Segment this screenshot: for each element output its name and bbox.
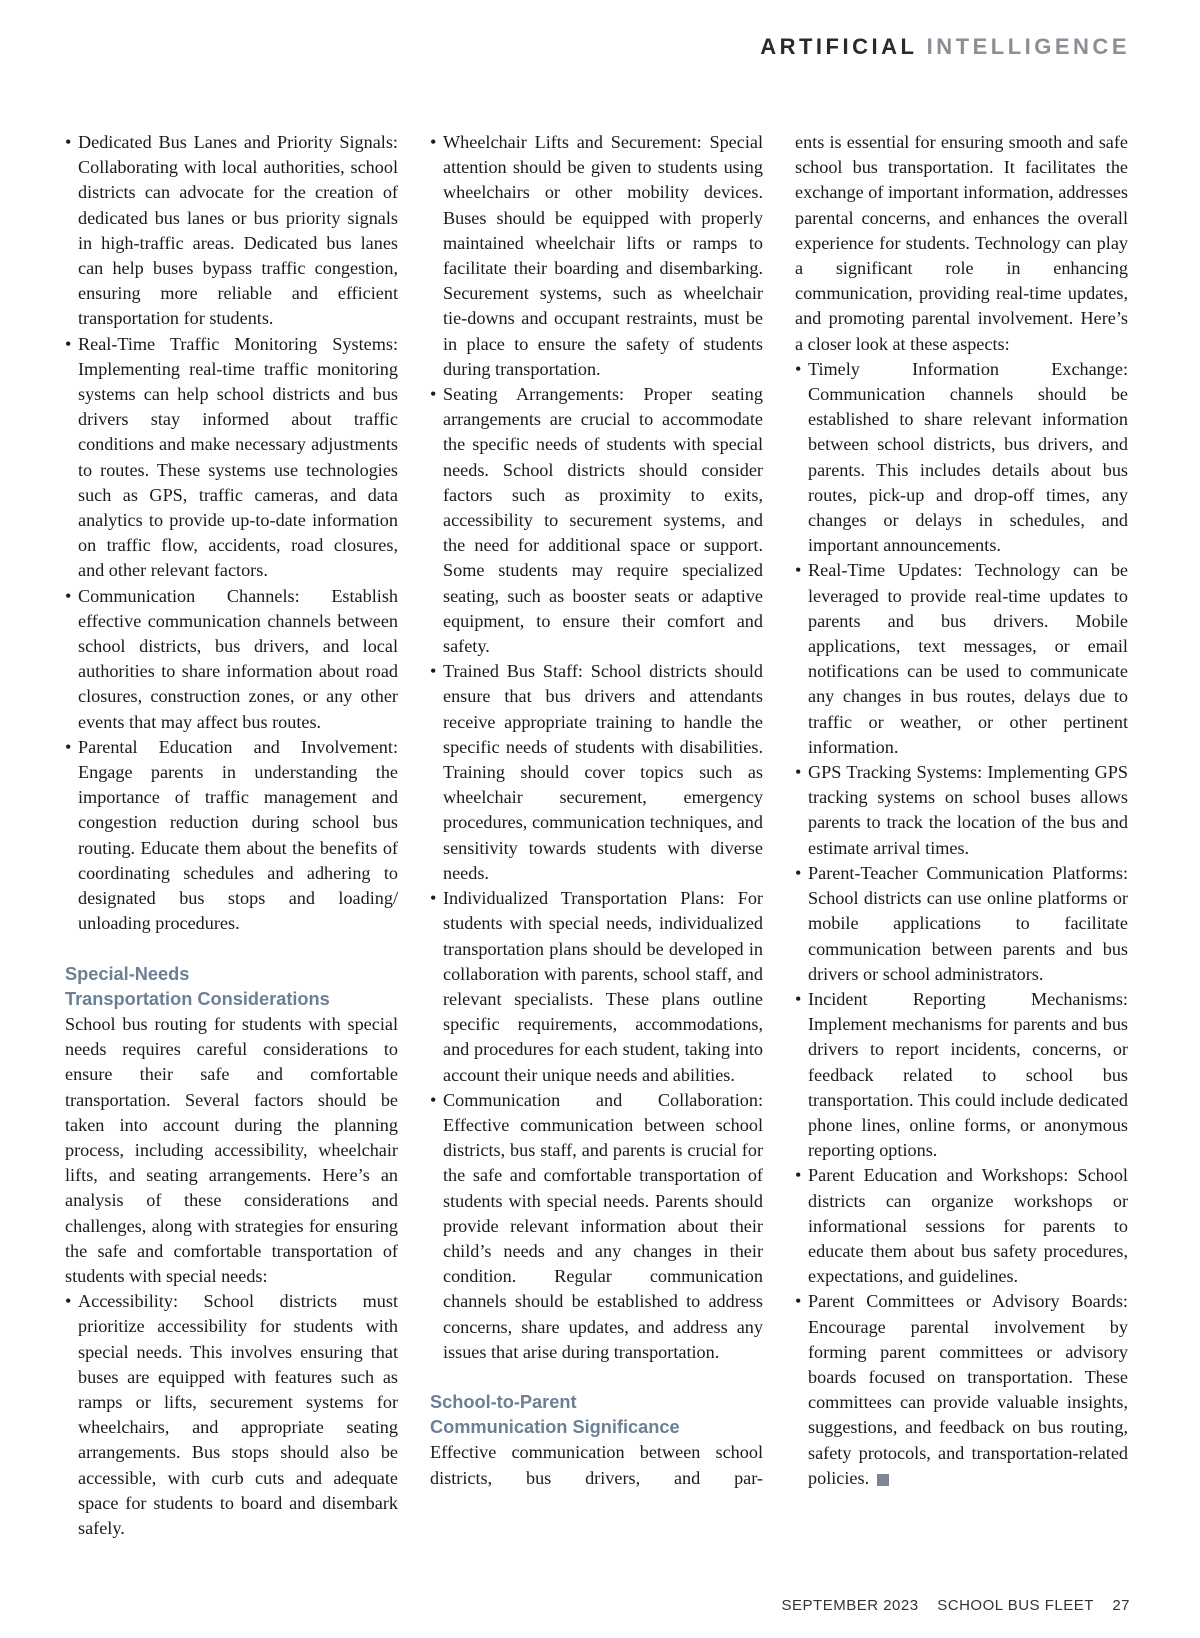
footer-date: SEPTEMBER 2023 (781, 1597, 919, 1614)
list-item: • Trained Bus Staff: School districts should ensure that bus drivers and attendants receive appropriate training to handle the specific needs of students with disabilities. Training should cover topics such as wheelchair securement, emergency procedures, communication techniques, and sensitivity towards students with diverse needs. (430, 659, 763, 886)
end-of-article-mark-icon (877, 1474, 889, 1486)
subhead-line: School-to-Parent (430, 1391, 577, 1412)
special-needs-bullet-list (65, 1289, 398, 1541)
list-item: • Parent Education and Workshops: School districts can organize workshops or informational sessions for parents to educate them about bus safety procedures, expectations, and guidelines. (795, 1163, 1128, 1289)
footer-magazine: SCHOOL BUS FLEET (937, 1597, 1094, 1614)
list-item: • Wheelchair Lifts and Securement: Special attention should be given to students using wheelchairs or other mobility devices. Buses should be equipped with properly maintained wheelchair lifts or ramps to facilitate their boarding and disembarking. Securement systems, such as wheelchair tie-downs and occupant restraints, must be in place to ensure the safety of students during transportation. (430, 130, 763, 382)
list-item: • Incident Reporting Mechanisms: Implement mechanisms for parents and bus drivers to report incidents, concerns, or feedback related to school bus transportation. This could include dedicated phone lines, online forms, or anonymous reporting options. (795, 987, 1128, 1163)
communication-paragraph-start: Effective communication between school districts, bus drivers, and par- (430, 1442, 763, 1488)
list-item: • Real-Time Updates: Technology can be leveraged to provide real-time updates to parents and bus drivers. Mobile applications, text messages, or email notifications can be used to communicate any changes in bus routes, delays due to traffic or weather, or other pertinent information. (795, 558, 1128, 760)
list-item: • Timely Information Exchange: Communication channels should be established to share relevant information between school districts, bus drivers, and parents. This includes details about bus routes, pick-up and drop-off times, any changes or delays in schedules, and important announcements. (795, 357, 1128, 559)
list-item: • Parent-Teacher Communication Platforms: School districts can use online platforms or mobile applications to facilitate communication between parents and bus drivers or school administrators. (795, 861, 1128, 987)
list-item: • GPS Tracking Systems: Implementing GPS tracking systems on school buses allows parents to track the location of the bus and estimate arrival times. (795, 760, 1128, 861)
page-footer (768, 1597, 1130, 1614)
list-item: • Seating Arrangements: Proper seating arrangements are crucial to accommodate the specific needs of students with special needs. School districts should consider factors such as proximity to exits, accessibility to securement systems, and the need for additional space or support. Some students may require specialized seating, such as booster seats or adaptive equipment, to ensure their comfort and safety. (430, 382, 763, 659)
page-number: 27 (1112, 1597, 1130, 1614)
list-item: • Dedicated Bus Lanes and Priority Signals: Collaborating with local authorities, school districts can advocate for the creation of dedicated bus lanes or bus priority signals in high-traffic areas. Dedicated bus lanes can help buses bypass traffic congestion, ensuring more reliable and efficient transportation for students. (65, 130, 398, 332)
column-3 (795, 130, 1128, 1491)
column-2 (430, 130, 763, 1491)
special-needs-bullet-list-cont (430, 130, 763, 1365)
header-word-artificial: ARTIFICIAL (760, 34, 918, 59)
traffic-bullet-list (65, 130, 398, 937)
subhead-line: Transportation Considerations (65, 988, 330, 1009)
last-bullet-text: Parent Committees or Advisory Boards: Encourage parental involvement by forming parent committees or advisory boards focused on transportation. These committees can provide valuable insights, suggestions, and feedback on bus routing, safety protocols, and transportation-related policies. (808, 1291, 1128, 1488)
communication-subhead (430, 1390, 763, 1440)
list-item: • Accessibility: School districts must prioritize accessibility for students with special needs. This involves ensuring that buses are equipped with features such as ramps or lifts, securement systems for wheelchairs, and appropriate seating arrangements. Bus stops should also be accessible, with curb cuts and adequate space for students to board and disembark safely. (65, 1289, 398, 1541)
subhead-line: Special-Needs (65, 963, 190, 984)
communication-paragraph-cont: ents is essential for ensuring smooth and safe school bus transportation. It facilitates the exchange of important information, addresses parental concerns, and enhances the overall experience for students. Technology can play a significant role in enhancing communication, providing real-time updates, and promoting parental involvement. Here’s a closer look at these aspects: (795, 132, 1128, 354)
subhead-line: Communication Significance (430, 1417, 680, 1438)
special-needs-paragraph: School bus routing for students with special needs requires careful considerations to ensure their safe and comfortable transportation. Several factors should be taken into account during the planning process, including accessibility, wheelchair lifts, and seating arrangements. Here’s an analysis of these considerations and challenges, along with strategies for ensuring the safe and comfortable transportation of students with special needs: (65, 1013, 398, 1286)
list-item: • Individualized Transportation Plans: For students with special needs, individualized transportation plans should be developed in collaboration with parents, school staff, and relevant specialists. These plans outline specific requirements, accommodations, and procedures for each student, taking into account their unique needs and abilities. (430, 886, 763, 1088)
list-item: • Parental Education and Involvement: Engage parents in understanding the importance of traffic management and congestion reduction during school bus routing. Educate them about the benefits of coordinating schedules and adhering to designated bus stops and loading/ unloading procedures. (65, 735, 398, 937)
list-item: • Communication and Collaboration: Effective communication between school districts, bus staff, and parents is crucial for the safe and comfortable transportation of students with special needs. Parents should provide relevant information about their child’s needs and any changes in their condition. Regular communication channels should be established to address concerns, share updates, and address any issues that arise during transportation. (430, 1088, 763, 1365)
special-needs-subhead (65, 962, 398, 1012)
section-header (760, 34, 1130, 60)
list-item: • Real-Time Traffic Monitoring Systems: Implementing real-time traffic monitoring systems can help school districts and bus drivers stay informed about traffic conditions and make necessary adjustments to routes. These systems use technologies such as GPS, traffic cameras, and data analytics to provide up-to-date information on traffic flow, accidents, road closures, and other relevant factors. (65, 332, 398, 584)
list-item-last (795, 1289, 1128, 1491)
list-item: • Communication Channels: Establish effective communication channels between school districts, bus drivers, and local authorities to share information about road closures, construction zones, or any other events that may affect bus routes. (65, 584, 398, 735)
column-1 (65, 130, 398, 1541)
communication-bullet-list (795, 357, 1128, 1491)
header-word-intelligence: INTELLIGENCE (926, 34, 1130, 59)
